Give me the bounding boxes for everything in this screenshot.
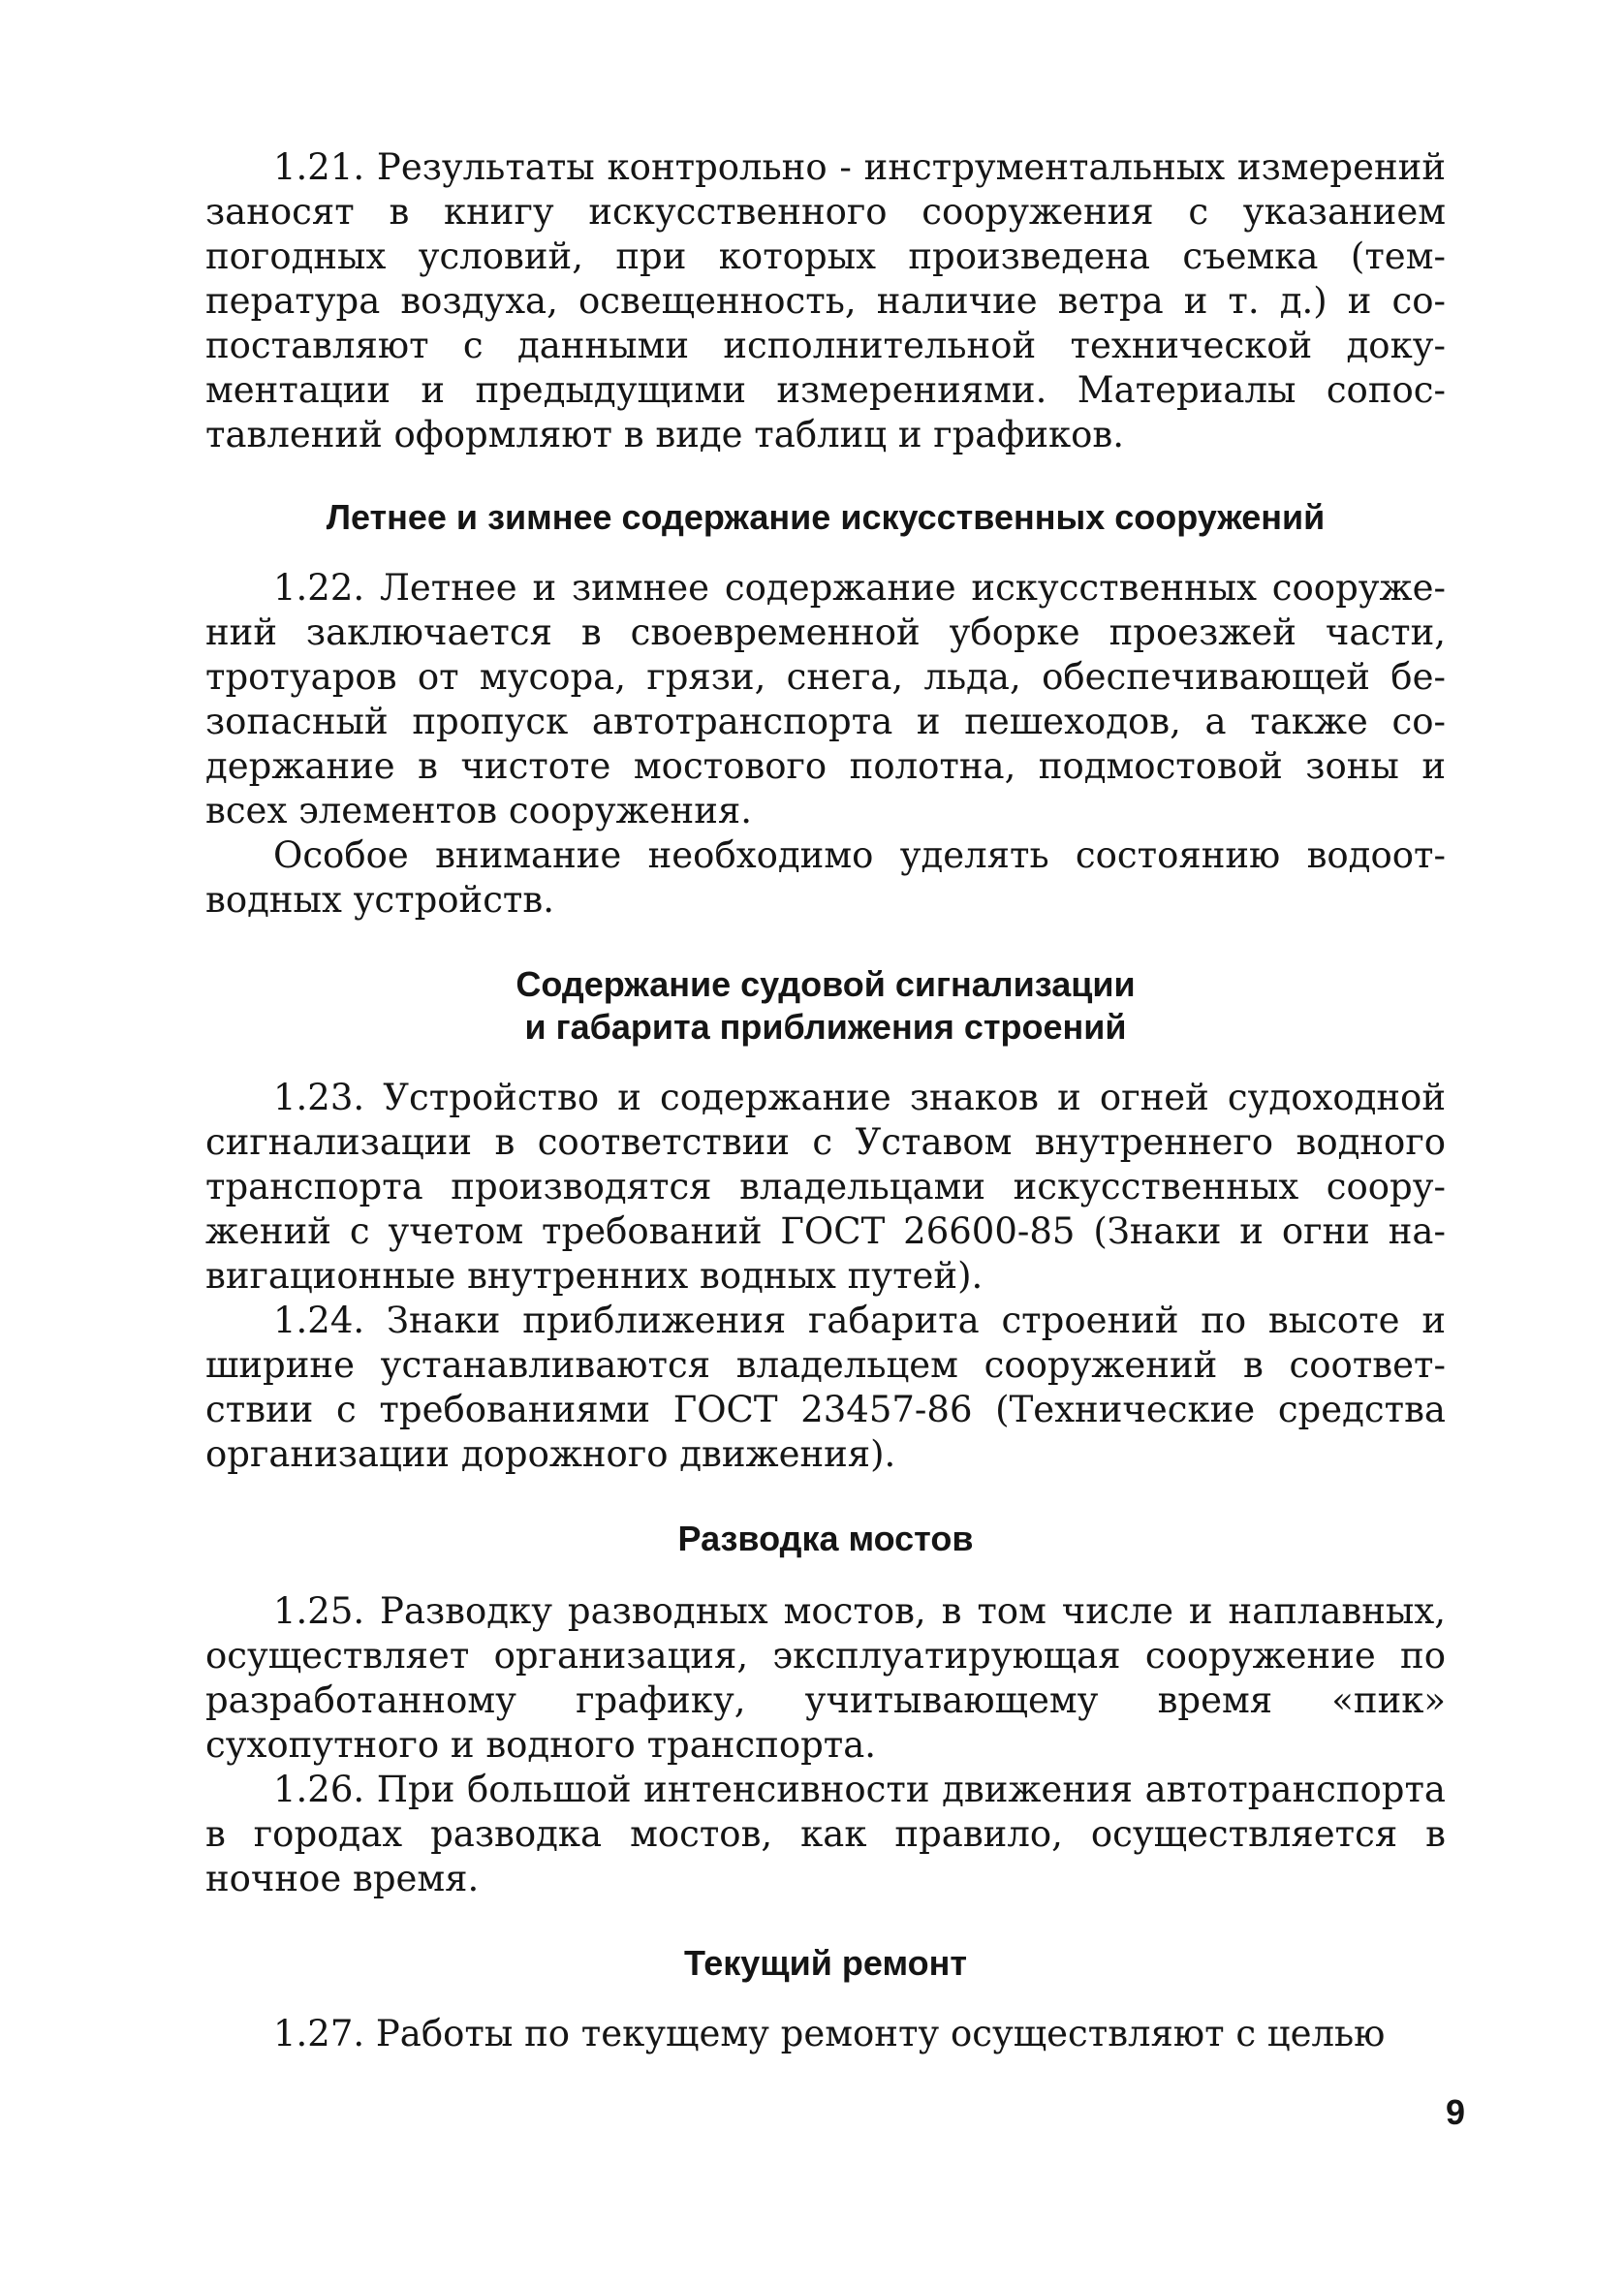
paragraph-drainage-note: Особое внимание необходимо уделять состоянию водоотводных устройств. bbox=[205, 834, 1446, 921]
heading-line: и габарита приближения строений bbox=[524, 1007, 1127, 1047]
paragraph-1-27: 1.27. Работы по текущему ремонту осуществляют с целью bbox=[273, 2013, 1386, 2054]
heading-line: Содержание судовой сигнализации bbox=[515, 964, 1136, 1004]
page-number: 9 bbox=[1445, 2092, 1465, 2132]
page-body bbox=[205, 145, 1446, 2056]
section-heading-summer-winter-maintenance bbox=[205, 496, 1446, 539]
paragraph-1-26: 1.26. При большой интенсивности движения автотранспорта в городах разводка мостов, как правило, осуществляется в ночное время. bbox=[205, 1769, 1446, 1899]
paragraph-1-24: 1.24. Знаки приближения габарита строений по высоте и ширине устанавливаются владельцем сооружений в соответствии с требованиями ГОСТ 23457-86 (Технические средства организации дорожного движения). bbox=[205, 1300, 1446, 1475]
paragraph-1-25: 1.25. Разводку разводных мостов, в том числе и наплавных, осуществляет организация, эксплуатирующая сооружение по разработанному графику, учитывающему время «пик» сухопутного и водного транспорта. bbox=[205, 1590, 1446, 1766]
paragraph-1-23: 1.23. Устройство и содержание знаков и огней судоходной сигнализации в соответствии с Уставом внутреннего водного транспорта производятся владельцами искусственных сооружений с учетом требований ГОСТ 26600-85 (Знаки и огни навигационные внутренних водных путей). bbox=[205, 1077, 1446, 1297]
section-heading-current-repair bbox=[205, 1942, 1446, 1985]
heading-line: Текущий ремонт bbox=[684, 1943, 967, 1983]
paragraph-1-21: 1.21. Результаты контрольно - инструментальных измерений заносят в книгу искусственного сооружения с указанием погодных условий, при которых произведена съемка (температура воздуха, освещенность, наличие ветра и т. д.) и сопоставляют с данными исполнительной технической документации и предыдущими измерениями. Материалы сопоставлений оформляют в виде таблиц и графиков. bbox=[205, 146, 1446, 455]
paragraph-1-22: 1.22. Летнее и зимнее содержание искусственных сооружений заключается в своевременной уборке проезжей части, тротуаров от мусора, грязи, снега, льда, обеспечивающей безопасный пропуск автотранспорта и пешеходов, а также содержание в чистоте мостового полотна, подмостовой зоны и всех элементов сооружения. bbox=[205, 567, 1446, 831]
heading-line: Разводка мостов bbox=[677, 1519, 974, 1558]
section-heading-ship-signaling bbox=[205, 963, 1446, 1049]
heading-line: Летнее и зимнее содержание искусственных сооружений bbox=[326, 497, 1326, 537]
section-heading-bridge-opening bbox=[205, 1518, 1446, 1560]
